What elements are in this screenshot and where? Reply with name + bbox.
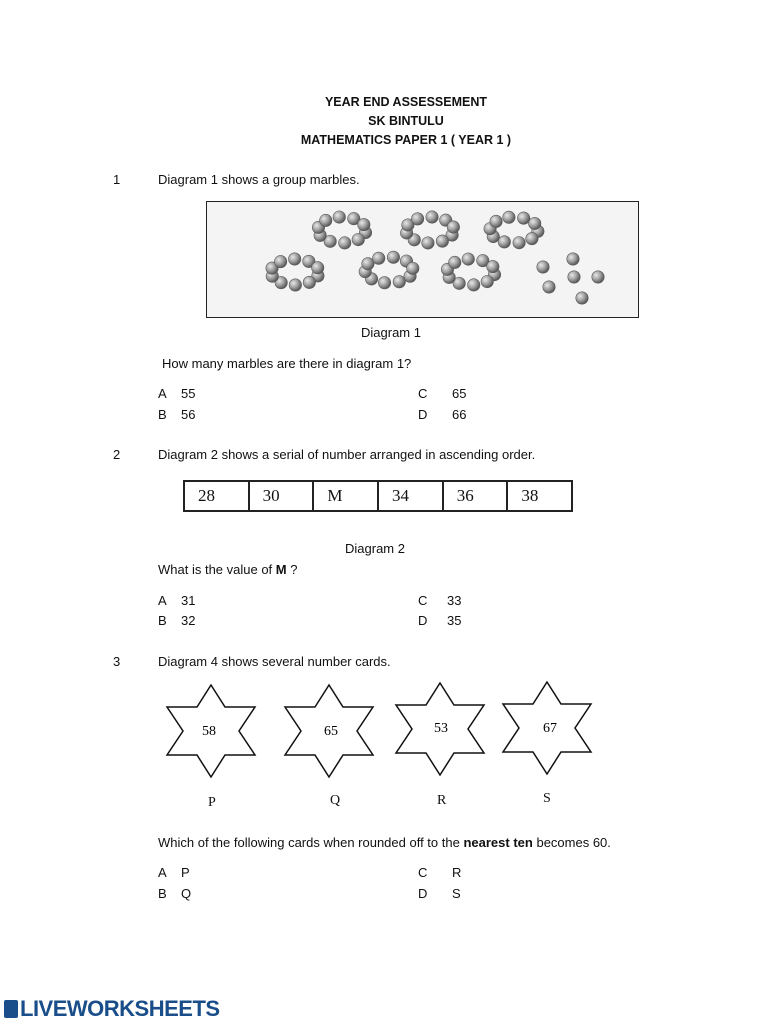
question-2-text: Diagram 2 shows a serial of number arranged in ascending order. bbox=[158, 447, 536, 462]
question-2-prompt bbox=[158, 562, 298, 577]
option-letter: C bbox=[418, 865, 428, 880]
marble bbox=[543, 281, 555, 293]
sequence-cell: 36 bbox=[444, 482, 509, 510]
option-value: P bbox=[181, 865, 190, 880]
paper-title-line-3: MATHEMATICS PAPER 1 ( YEAR 1 ) bbox=[300, 133, 512, 147]
option-value: 56 bbox=[181, 407, 196, 422]
card-label-s: S bbox=[543, 791, 551, 806]
prompt-text: ? bbox=[290, 562, 298, 577]
star-card-q bbox=[283, 683, 375, 779]
marble bbox=[339, 237, 351, 249]
marble bbox=[320, 214, 332, 226]
marble bbox=[503, 211, 515, 223]
diagram-1-caption: Diagram 1 bbox=[361, 325, 421, 340]
question-1-number: 1 bbox=[113, 172, 121, 187]
q3-option-b[interactable] bbox=[158, 886, 191, 901]
card-label-q: Q bbox=[330, 793, 341, 808]
marble bbox=[312, 262, 324, 274]
option-value: 32 bbox=[181, 613, 196, 628]
option-value: 66 bbox=[452, 407, 467, 422]
diagram-2-caption: Diagram 2 bbox=[345, 541, 405, 556]
marble bbox=[358, 218, 370, 230]
option-value: 55 bbox=[181, 386, 196, 401]
q2-option-c[interactable] bbox=[418, 593, 461, 608]
marble bbox=[487, 260, 499, 272]
q2-option-d[interactable] bbox=[418, 613, 461, 628]
option-value: 65 bbox=[452, 386, 467, 401]
marble bbox=[529, 217, 541, 229]
marble bbox=[568, 271, 580, 283]
marble bbox=[592, 271, 604, 283]
option-letter: B bbox=[158, 886, 167, 901]
marble bbox=[462, 253, 474, 265]
marble bbox=[513, 237, 525, 249]
marble bbox=[387, 251, 399, 263]
sequence-cell-unknown: M bbox=[314, 482, 379, 510]
prompt-text: Which of the following cards when rounded off to the bbox=[158, 835, 460, 850]
option-letter: A bbox=[158, 593, 167, 608]
option-letter: C bbox=[418, 593, 428, 608]
marble bbox=[378, 277, 390, 289]
question-3-text: Diagram 4 shows several number cards. bbox=[158, 654, 391, 669]
sequence-cell: 30 bbox=[250, 482, 315, 510]
question-1-prompt: How many marbles are there in diagram 1? bbox=[162, 356, 412, 371]
marble bbox=[333, 211, 345, 223]
option-letter: B bbox=[158, 613, 167, 628]
q1-option-c[interactable] bbox=[418, 386, 466, 401]
card-value: 65 bbox=[324, 724, 338, 739]
q2-option-a[interactable] bbox=[158, 593, 195, 608]
marble bbox=[517, 212, 529, 224]
marble bbox=[422, 237, 434, 249]
star-card-r bbox=[394, 681, 486, 777]
marble bbox=[411, 213, 423, 225]
marbles-image bbox=[207, 202, 638, 317]
marble bbox=[362, 258, 374, 270]
q3-option-a[interactable] bbox=[158, 865, 190, 880]
marble bbox=[537, 261, 549, 273]
option-letter: B bbox=[158, 407, 167, 422]
card-label-r: R bbox=[437, 793, 447, 808]
card-value: 58 bbox=[202, 724, 216, 739]
prompt-bold: M bbox=[275, 562, 287, 577]
marbles-diagram bbox=[206, 201, 639, 318]
marble bbox=[407, 262, 419, 274]
marble bbox=[303, 276, 315, 288]
liveworksheets-badge-icon bbox=[4, 1000, 18, 1018]
marble bbox=[393, 276, 405, 288]
marble bbox=[567, 253, 579, 265]
prompt-bold: nearest ten bbox=[463, 835, 533, 850]
question-3-prompt bbox=[158, 835, 611, 850]
star-card-s bbox=[501, 680, 593, 776]
prompt-text: becomes 60. bbox=[536, 835, 611, 850]
q2-option-b[interactable] bbox=[158, 613, 195, 628]
number-sequence-boxes bbox=[183, 480, 573, 512]
option-value: Q bbox=[181, 886, 192, 901]
marble bbox=[468, 279, 480, 291]
sequence-cell: 34 bbox=[379, 482, 444, 510]
sequence-cell: 28 bbox=[185, 482, 250, 510]
q1-option-a[interactable] bbox=[158, 386, 195, 401]
q1-option-d[interactable] bbox=[418, 407, 466, 422]
sequence-cell: 38 bbox=[521, 486, 539, 505]
card-label-p: P bbox=[208, 795, 216, 810]
paper-title-line-1: YEAR END ASSESSEMENT bbox=[324, 95, 488, 109]
question-1-text: Diagram 1 shows a group marbles. bbox=[158, 172, 360, 187]
q3-option-d[interactable] bbox=[418, 886, 461, 901]
marble bbox=[289, 279, 301, 291]
marble bbox=[498, 236, 510, 248]
option-letter: D bbox=[418, 407, 428, 422]
marble bbox=[481, 275, 493, 287]
q3-option-c[interactable] bbox=[418, 865, 461, 880]
option-value: 35 bbox=[447, 613, 462, 628]
marble bbox=[373, 252, 385, 264]
question-3-number: 3 bbox=[113, 654, 121, 669]
marble bbox=[576, 292, 588, 304]
option-value: S bbox=[452, 886, 461, 901]
marble bbox=[447, 221, 459, 233]
marble bbox=[436, 235, 448, 247]
option-letter: D bbox=[418, 886, 428, 901]
option-letter: D bbox=[418, 613, 428, 628]
q1-option-b[interactable] bbox=[158, 407, 195, 422]
marble bbox=[274, 255, 286, 267]
option-letter: C bbox=[418, 386, 428, 401]
marble bbox=[526, 232, 538, 244]
option-letter: A bbox=[158, 386, 167, 401]
option-value: 33 bbox=[447, 593, 462, 608]
paper-title-line-2: SK BINTULU bbox=[368, 114, 444, 128]
option-value: R bbox=[452, 865, 462, 880]
liveworksheets-logo[interactable] bbox=[4, 996, 220, 1022]
marble bbox=[426, 211, 438, 223]
card-value: 53 bbox=[434, 721, 448, 736]
marble bbox=[490, 215, 502, 227]
prompt-text: What is the value of bbox=[158, 562, 273, 577]
marble bbox=[449, 256, 461, 268]
option-letter: A bbox=[158, 865, 167, 880]
option-value: 31 bbox=[181, 593, 196, 608]
star-card-p bbox=[165, 683, 257, 779]
question-2-number: 2 bbox=[113, 447, 121, 462]
marble bbox=[352, 233, 364, 245]
brand-text: LIVEWORKSHEETS bbox=[20, 996, 220, 1021]
card-value: 67 bbox=[543, 721, 557, 736]
marble bbox=[288, 253, 300, 265]
